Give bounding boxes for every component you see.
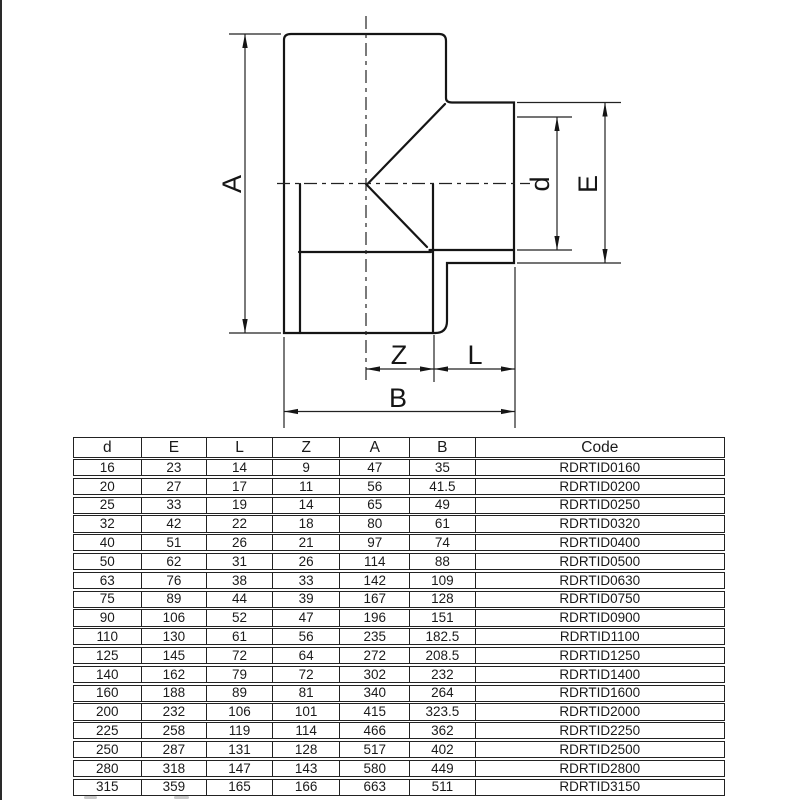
arrow-A-down: [242, 319, 247, 333]
table-cell-d: 315: [74, 780, 142, 795]
table-header-row: [73, 437, 725, 458]
table-cell-d: 200: [74, 704, 142, 719]
table-cell-d: 125: [74, 648, 142, 663]
table-cell-E: 106: [142, 610, 208, 625]
table-cell-Z: 18: [273, 516, 341, 531]
table-cell-A: 663: [340, 780, 410, 795]
table-cell-B: 323.5: [410, 704, 476, 719]
col-header-E: E: [142, 438, 208, 457]
table-cell-code: RDRTID2000: [559, 704, 641, 720]
table-cell-Z: 11: [273, 479, 341, 494]
arrow-E-up: [602, 103, 607, 117]
table-cell-E: 27: [142, 479, 208, 494]
arrow-B-left: [284, 409, 298, 414]
table-cell-A: 196: [340, 610, 410, 625]
table-cell-L: 165: [207, 780, 273, 795]
table-cell-A: 272: [340, 648, 410, 663]
table-cell-Z: 81: [273, 686, 341, 701]
table-cell-d: 50: [74, 554, 142, 569]
table-cell-B: 402: [410, 742, 476, 757]
arrow-d-up: [554, 117, 559, 131]
table-cell-A: 114: [340, 554, 410, 569]
table-cell-B: 232: [410, 667, 476, 682]
dimension-arrowheads: [242, 34, 607, 414]
table-row: [73, 685, 725, 702]
arrow-L-right: [501, 366, 515, 371]
table-row: [73, 703, 725, 720]
table-cell-B: 182.5: [410, 629, 476, 644]
fitting-outline: [284, 34, 514, 333]
table-cell-E: 318: [142, 761, 208, 776]
table-cell-code: RDRTID0500: [559, 553, 641, 569]
table-cell-L: 19: [207, 498, 273, 513]
table-cell-E: 359: [142, 780, 208, 795]
table-cell-L: 38: [207, 573, 273, 588]
table-body: [73, 459, 725, 796]
table-cell-A: 47: [340, 460, 410, 475]
table-cell-A: 517: [340, 742, 410, 757]
table-cell-E: 232: [142, 704, 208, 719]
table-cell-E: 23: [142, 460, 208, 475]
table-row: [73, 478, 725, 495]
table-cell-B: 88: [410, 554, 476, 569]
table-cell-Z: 21: [273, 535, 341, 550]
table-cell-Z: 101: [273, 704, 341, 719]
dim-label-A: A: [217, 174, 247, 194]
col-header-code: Code: [581, 438, 619, 456]
arrow-L-left: [434, 366, 448, 371]
col-header-Z: Z: [273, 438, 341, 457]
table-cell-A: 142: [340, 573, 410, 588]
table-cell-Z: 56: [273, 629, 341, 644]
table-cell-B: 208.5: [410, 648, 476, 663]
col-header-B: B: [410, 438, 476, 457]
table-cell-B: 61: [410, 516, 476, 531]
table-cell-A: 466: [340, 723, 410, 738]
table-cell-A: 302: [340, 667, 410, 682]
dimension-table: [73, 437, 725, 797]
table-row: [73, 628, 725, 645]
table-cell-E: 162: [142, 667, 208, 682]
dimension-labels: [217, 175, 603, 413]
table-cell-E: 51: [142, 535, 208, 550]
table-row: [73, 647, 725, 664]
table-cell-E: 287: [142, 742, 208, 757]
table-cell-E: 76: [142, 573, 208, 588]
table-cell-L: 26: [207, 535, 273, 550]
table-cell-code: RDRTID3150: [559, 779, 641, 795]
table-row: [73, 760, 725, 777]
table-cell-L: 44: [207, 592, 273, 607]
table-cell-B: 74: [410, 535, 476, 550]
table-cell-E: 89: [142, 592, 208, 607]
table-cell-code: RDRTID0320: [559, 516, 641, 532]
table-cell-B: 128: [410, 592, 476, 607]
table-row: [73, 722, 725, 739]
dim-label-Z: Z: [390, 340, 408, 370]
table-cell-E: 188: [142, 686, 208, 701]
crotch-line-upper: [368, 104, 445, 184]
table-cell-code: RDRTID0630: [559, 572, 641, 588]
dim-label-d: d: [525, 176, 555, 192]
table-cell-d: 140: [74, 667, 142, 682]
table-cell-code: RDRTID2250: [559, 723, 641, 739]
table-cell-code: RDRTID1600: [559, 685, 641, 701]
table-cell-L: 106: [207, 704, 273, 719]
crotch-line-lower: [366, 184, 427, 247]
table-cell-d: 40: [74, 535, 142, 550]
table-cell-d: 75: [74, 592, 142, 607]
table-cell-B: 511: [410, 780, 476, 795]
table-cell-E: 145: [142, 648, 208, 663]
table-cell-L: 89: [207, 686, 273, 701]
table-cell-Z: 9: [273, 460, 341, 475]
table-cell-L: 61: [207, 629, 273, 644]
scan-artifact: [174, 796, 189, 799]
table-cell-d: 32: [74, 516, 142, 531]
table-cell-B: 362: [410, 723, 476, 738]
table-cell-A: 56: [340, 479, 410, 494]
table-cell-L: 72: [207, 648, 273, 663]
dim-label-B: B: [388, 383, 408, 413]
table-cell-code: RDRTID1250: [559, 647, 641, 663]
table-cell-code: RDRTID2800: [559, 760, 641, 776]
table-row: [73, 666, 725, 683]
scan-artifact: [84, 796, 97, 799]
table-cell-A: 340: [340, 686, 410, 701]
arrow-Z-right: [420, 366, 434, 371]
table-cell-code: RDRTID0200: [559, 478, 641, 494]
table-cell-Z: 114: [273, 723, 341, 738]
table-cell-B: 109: [410, 573, 476, 588]
table-cell-Z: 33: [273, 573, 341, 588]
col-header-L: L: [207, 438, 273, 457]
table-cell-d: 225: [74, 723, 142, 738]
table-cell-d: 25: [74, 498, 142, 513]
table-cell-code: RDRTID1100: [559, 629, 640, 645]
table-cell-d: 90: [74, 610, 142, 625]
arrow-E-down: [602, 249, 607, 263]
table-cell-d: 280: [74, 761, 142, 776]
table-cell-B: 264: [410, 686, 476, 701]
table-cell-B: 41.5: [410, 479, 476, 494]
table-cell-L: 147: [207, 761, 273, 776]
table-cell-d: 63: [74, 573, 142, 588]
table-cell-B: 151: [410, 610, 476, 625]
table-row: [73, 459, 725, 476]
table-cell-Z: 14: [273, 498, 341, 513]
table-cell-Z: 39: [273, 592, 341, 607]
table-cell-E: 130: [142, 629, 208, 644]
table-cell-B: 49: [410, 498, 476, 513]
table-row: [73, 553, 725, 570]
arrow-B-right: [501, 409, 515, 414]
col-header-A: A: [340, 438, 410, 457]
table-cell-d: 20: [74, 479, 142, 494]
table-cell-A: 580: [340, 761, 410, 776]
table-cell-code: RDRTID0160: [559, 460, 641, 475]
table-cell-d: 16: [74, 460, 142, 475]
table-row: [73, 741, 725, 758]
table-cell-A: 235: [340, 629, 410, 644]
table-cell-L: 131: [207, 742, 273, 757]
table-cell-Z: 26: [273, 554, 341, 569]
table-cell-d: 250: [74, 742, 142, 757]
table-cell-A: 415: [340, 704, 410, 719]
dim-label-L: L: [467, 340, 483, 370]
table-cell-B: 449: [410, 761, 476, 776]
table-cell-d: 110: [74, 629, 142, 644]
table-row: [73, 515, 725, 532]
table-cell-Z: 47: [273, 610, 341, 625]
table-cell-Z: 128: [273, 742, 341, 757]
table-cell-Z: 64: [273, 648, 341, 663]
table-row: [73, 609, 725, 626]
table-cell-A: 97: [340, 535, 410, 550]
table-cell-code: RDRTID2500: [559, 741, 641, 757]
table-row: [73, 534, 725, 551]
table-cell-L: 22: [207, 516, 273, 531]
table-cell-code: RDRTID0400: [559, 535, 641, 551]
table-cell-L: 17: [207, 479, 273, 494]
arrow-d-down: [554, 236, 559, 250]
table-cell-E: 42: [142, 516, 208, 531]
table-cell-E: 258: [142, 723, 208, 738]
table-cell-L: 79: [207, 667, 273, 682]
table-row: [73, 779, 725, 796]
table-cell-E: 62: [142, 554, 208, 569]
fitting-body-outline: [284, 34, 514, 333]
table-cell-B: 35: [410, 460, 476, 475]
dim-label-E: E: [573, 174, 603, 194]
col-header-d: d: [74, 438, 142, 457]
table-cell-Z: 166: [273, 780, 341, 795]
table-cell-L: 52: [207, 610, 273, 625]
table-cell-d: 160: [74, 686, 142, 701]
table-cell-Z: 143: [273, 761, 341, 776]
table-cell-A: 65: [340, 498, 410, 513]
table-cell-Z: 72: [273, 667, 341, 682]
table-cell-code: RDRTID0750: [559, 591, 641, 607]
table-cell-A: 167: [340, 592, 410, 607]
table-cell-code: RDRTID0250: [559, 497, 641, 513]
table-cell-L: 14: [207, 460, 273, 475]
table-cell-code: RDRTID0900: [559, 610, 641, 626]
table-cell-A: 80: [340, 516, 410, 531]
centerlines: [277, 16, 530, 385]
table-row: [73, 591, 725, 608]
table-cell-E: 33: [142, 498, 208, 513]
table-cell-code: RDRTID1400: [559, 666, 641, 682]
table-cell-L: 119: [207, 723, 273, 738]
arrow-A-up: [242, 34, 247, 48]
arrow-Z-left: [366, 366, 380, 371]
table-row: [73, 497, 725, 514]
table-cell-L: 31: [207, 554, 273, 569]
table-row: [73, 572, 725, 589]
